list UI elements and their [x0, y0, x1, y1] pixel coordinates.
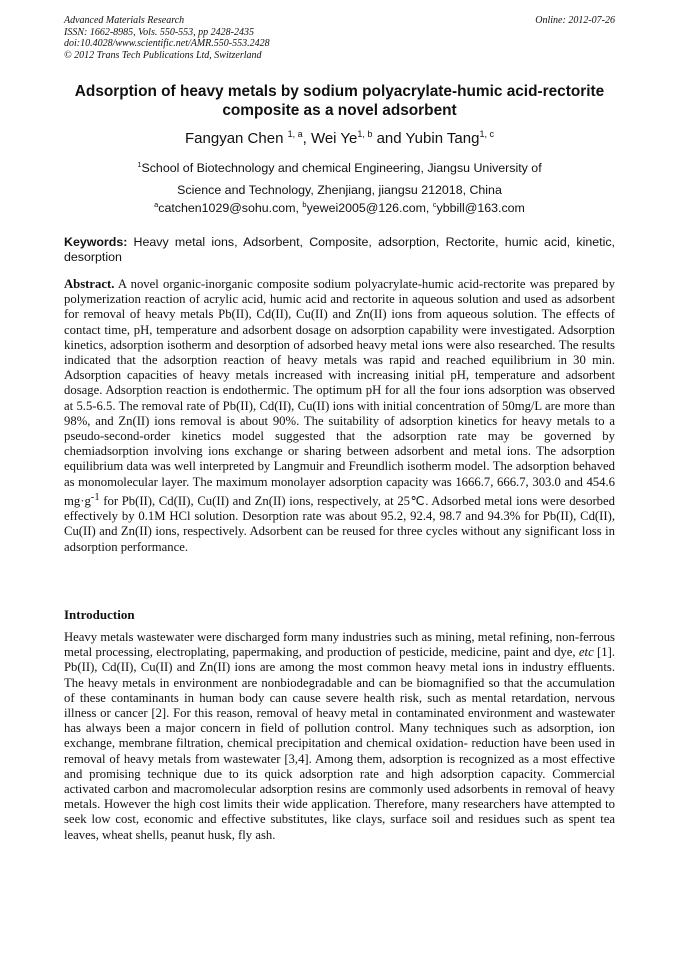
title-line-1: Adsorption of heavy metals by sodium polyacrylate-humic acid-rectorite — [74, 83, 605, 100]
email-address: yewei2005@126.com, — [306, 201, 433, 215]
author-affiliation-mark: 1, b — [357, 129, 373, 139]
affiliation-line-2: Science and Technology, Zhenjiang, jiangsu 212018, China — [177, 183, 502, 197]
affiliation-mark: 1 — [137, 159, 142, 169]
author-name: Yubin Tang — [405, 130, 480, 147]
author-list — [64, 130, 615, 148]
author-separator: , — [302, 130, 311, 147]
author-name: Fangyan Chen — [185, 130, 284, 147]
affiliation — [64, 157, 615, 201]
journal-name: Advanced Materials Research — [64, 15, 185, 26]
author-affiliation-mark: 1, a — [287, 129, 303, 139]
email-address: ybbill@163.com — [436, 201, 525, 215]
abstract-text: A novel organic-inorganic composite sodium polyacrylate-humic acid-rectorite was prepared by polymerization reaction of acrylic acid, humic acid and rectorite in aqueous solution and used as adsorbent for removal of heavy metals Pb(II), Cd(II), Cu(II) and Zn(II) ions from aqueous solution. The effects of contact time, pH, temperature and adsorbent dosage on adsorption capability were investigated. Adsorption kinetics, adsorption isotherm and desorption of adsorbed heavy metal ions were also researched. The results indicated that the adsorption reaction of heavy metals was rapid and reached equilibrium in 30 min. Adsorption capacities of heavy metals increased with increasing initial pH, temperature and adsorbent dosage. Adsorption reaction is endothermic. The optimum pH for all the four ions adsorption was observed at 5.5-6.5. The removal rate of Pb(II), Cd(II), Cu(II) ions with initial concentration of 50mg/L are more than 98%, and Zn(II) ions removal is about 90%. The suitability of adsorption kinetics for heavy metals to a pseudo-second-order kinetics model suggested that the adsorption rate may be governed by chemiadsorption involving ions exchange or sharing between adsorbent and metal ions. The adsorption equilibrium data was well interpreted by Langmuir and Freundlich isotherm model. The adsorption behaved as monomolecular layer. The maximum monolayer adsorption capacity was 1666.7, 666.7, 303.0 and 454.6 mg·g — [64, 277, 615, 509]
introduction-body — [64, 630, 615, 843]
author-separator: and — [372, 130, 406, 147]
author-name: Wei Ye — [310, 130, 358, 147]
author-affiliation-mark: 1, c — [479, 129, 494, 139]
intro-etc: etc — [578, 645, 594, 660]
section-heading-introduction: Introduction — [64, 607, 135, 622]
abstract-label: Abstract. — [64, 277, 115, 291]
abstract — [64, 277, 615, 555]
affiliation-line-1 — [64, 157, 615, 179]
intro-text: Heavy metals wastewater were discharged form many industries such as mining, metal refining, non-ferrous metal processing, electroplating, papermaking, and production of pesticide, medicine, paint and dye, — [64, 630, 615, 660]
doi-line: doi:10.4028/www.scientific.net/AMR.550-553.2428 — [64, 38, 270, 49]
author-emails — [64, 200, 615, 216]
email-address: catchen1029@sohu.com, — [158, 201, 303, 215]
journal-header — [64, 15, 615, 61]
email-mark: b — [302, 199, 307, 209]
issn-line: ISSN: 1662-8985, Vols. 550-553, pp 2428-2435 — [64, 26, 254, 38]
paper-title — [64, 82, 615, 120]
email-mark: c — [432, 199, 437, 209]
title-line-2: composite as a novel adsorbent — [222, 102, 457, 119]
keywords-text: Heavy metal ions, Adsorbent, Composite, adsorption, Rectorite, humic acid, kinetic, desorption — [64, 235, 615, 264]
keywords — [64, 235, 615, 265]
unit-superscript: -1 — [90, 491, 100, 503]
online-date: Online: 2012-07-26 — [535, 15, 615, 26]
affiliation-text: School of Biotechnology and chemical Engineering, Jiangsu University of — [141, 161, 542, 175]
abstract-text-continued: for Pb(II), Cd(II), Cu(II) and Zn(II) ions, respectively, at 25℃. Adsorbed metal ions were desorbed effectively by 0.1M HCl solution. Desorption rate was about 95.2, 92.4, 98.7 and 94.3% for Pb(II), Cd(II), Cu(II) and Zn(II) ions, respectively. Adsorbent can be reused for three cycles without any significant loss in adsorption performance. — [64, 494, 615, 554]
intro-text-continued: [1]. Pb(II), Cd(II), Cu(II) and Zn(II) ions are among the most common heavy metal ions in industry effluents. The heavy metals in environment are nonbiodegradable and can be biomagnified so that the accumulation of these contaminants in human body can cause severe health risk, such as mental retardation, nervous illness or cancer [2]. For this reason, removal of heavy metal in contaminated environment and wastewater has always been a major concern in field of pollution control. Many techniques such as adsorption, ion exchange, membrane filtration, chemical precipitation and chemical oxidation- reduction have been used in removal of heavy metals from wastewater [3,4]. Among them, adsorption is recognized as a most effective and promising technique due to its quick adsorption rate and high adsorption capacity. Commercial activated carbon and macromolecular adsorption resins are commonly used adsorbents in removal of heavy metals. However the high cost limits their wide application. Therefore, many researchers have attempted to seek low cost, economic and effective substitutes, like clays, surface soil and residues such as spent tea leaves, wheat shells, peanut husk, fly ash. — [64, 645, 616, 842]
keywords-label: Keywords: — [64, 235, 128, 249]
email-mark: a — [154, 199, 159, 209]
copyright-line: © 2012 Trans Tech Publications Ltd, Switzerland — [64, 49, 262, 61]
